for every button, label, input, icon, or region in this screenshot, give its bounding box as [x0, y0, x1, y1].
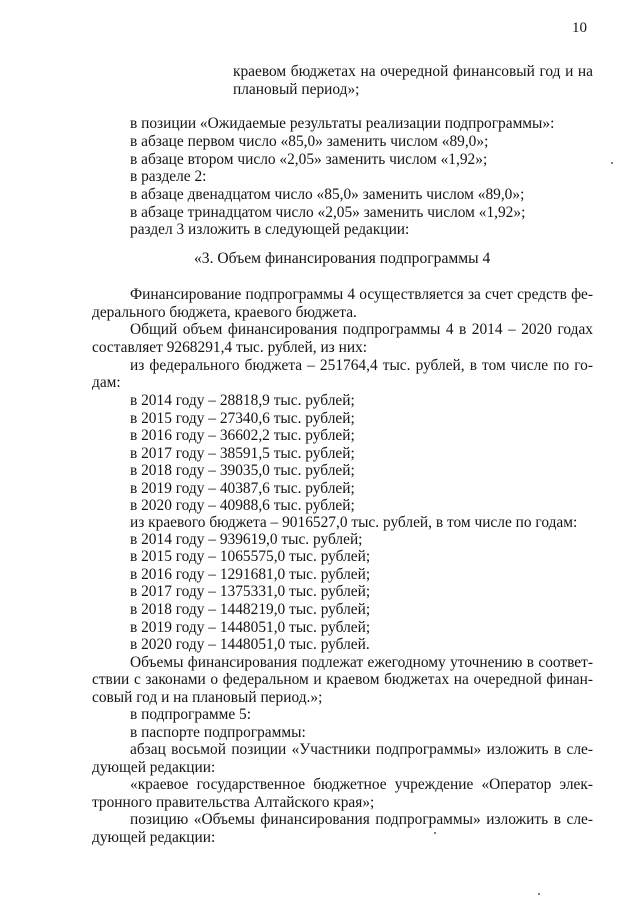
text-line: «краевое государственное бюджетное учреждение «Оператор элек- — [130, 776, 593, 793]
text-line: дам: — [92, 374, 121, 391]
text-line: из краевого бюджета – 9016527,0 тыс. рублей, в том числе по годам: — [130, 514, 578, 531]
text-line: в абзаце тринадцатом число «2,05» заменить числом «1,92»; — [130, 204, 526, 221]
text-line: Объемы финансирования подлежат ежегодному уточнению в соответ- — [130, 654, 593, 671]
scan-speck — [611, 162, 613, 164]
scan-speck — [434, 832, 436, 834]
list-item: в 2020 году – 1448051,0 тыс. рублей. — [130, 636, 370, 653]
text-line: в паспорте подпрограммы: — [130, 724, 306, 741]
text-line: краевом бюджетах на очередной финансовый год и на — [233, 63, 593, 80]
text-line: в подпрограмме 5: — [130, 706, 252, 723]
text-line: в абзаце втором число «2,05» заменить числом «1,92»; — [130, 151, 488, 168]
list-item: в 2015 году – 1065575,0 тыс. рублей; — [130, 548, 371, 565]
page-number: 10 — [572, 20, 587, 36]
list-item: в 2014 году – 28818,9 тыс. рублей; — [130, 392, 355, 409]
list-item: в 2019 году – 1448051,0 тыс. рублей; — [130, 619, 371, 636]
text-line: дующей редакции: — [92, 829, 216, 846]
text-line: в абзаце первом число «85,0» заменить числом «89,0»; — [130, 133, 489, 150]
section-heading: «3. Объем финансирования подпрограммы 4 — [194, 250, 491, 267]
list-item: в 2014 году – 939619,0 тыс. рублей; — [130, 531, 363, 548]
text-line: Финансирование подпрограммы 4 осуществляется за счет средств фе- — [130, 286, 593, 303]
text-line: тронного правительства Алтайского края»; — [92, 794, 375, 811]
text-line: в абзаце двенадцатом число «85,0» заменить числом «89,0»; — [130, 186, 525, 203]
text-line: раздел 3 изложить в следующей редакции: — [130, 221, 410, 238]
text-line: в позиции «Ожидаемые результаты реализации подпрограммы»: — [130, 115, 555, 132]
text-line: плановый период»; — [233, 81, 360, 98]
text-line: составляет 9268291,4 тыс. рублей, из них: — [92, 339, 368, 356]
list-item: в 2017 году – 1375331,0 тыс. рублей; — [130, 583, 371, 600]
list-item: в 2016 году – 1291681,0 тыс. рублей; — [130, 566, 371, 583]
text-line: ствии с законами о федеральном и краевом бюджетах на очередной финан- — [92, 671, 593, 688]
list-item: в 2017 году – 38591,5 тыс. рублей; — [130, 445, 355, 462]
text-line: позицию «Объемы финансирования подпрограммы» изложить в сле- — [130, 811, 593, 828]
text-line: дерального бюджета, краевого бюджета. — [92, 304, 357, 321]
text-line: из федерального бюджета – 251764,4 тыс. рублей, в том числе по го- — [130, 357, 593, 374]
list-item: в 2019 году – 40387,6 тыс. рублей; — [130, 480, 355, 497]
list-item: в 2018 году – 1448219,0 тыс. рублей; — [130, 601, 371, 618]
text-line: дующей редакции: — [92, 759, 216, 776]
text-line: Общий объем финансирования подпрограммы 4 в 2014 – 2020 годах — [130, 321, 593, 338]
list-item: в 2020 году – 40988,6 тыс. рублей; — [130, 497, 355, 514]
text-line: совый год и на плановый период.»; — [92, 689, 323, 706]
text-line: в разделе 2: — [130, 168, 207, 185]
scan-speck — [538, 893, 540, 895]
list-item: в 2018 году – 39035,0 тыс. рублей; — [130, 462, 355, 479]
text-line: абзац восьмой позиции «Участники подпрограммы» изложить в сле- — [130, 741, 593, 758]
list-item: в 2015 году – 27340,6 тыс. рублей; — [130, 410, 355, 427]
list-item: в 2016 году – 36602,2 тыс. рублей; — [130, 427, 355, 444]
